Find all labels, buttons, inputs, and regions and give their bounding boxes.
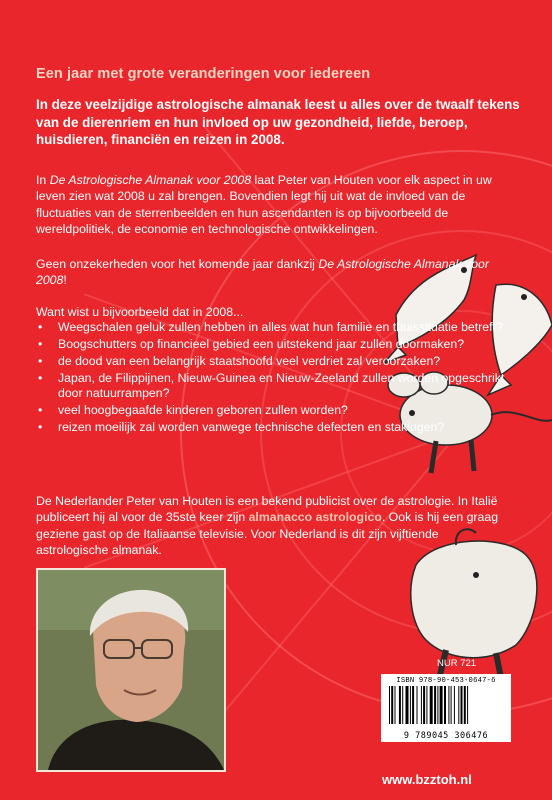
list-item: • Japan, de Filippijnen, Nieuw-Guinea en Nieuw-Zeeland zullen worden opgeschrikt door natuurrampen? [36, 371, 506, 402]
barcode [381, 674, 511, 742]
barcode-bar [440, 686, 443, 724]
promise-paragraph [36, 256, 511, 289]
barcode-bar [410, 686, 411, 724]
barcode-bars-icon [387, 685, 505, 725]
barcode-bar [434, 686, 436, 724]
barcode-bar [391, 686, 393, 724]
barcode-bar [458, 686, 459, 724]
barcode-bar [417, 686, 418, 724]
list-item: • reizen moeilijk zal worden vanwege technische defecten en stakingen? [36, 420, 506, 435]
text-segment: In [36, 173, 50, 187]
barcode-bar [412, 686, 414, 724]
nur-code: NUR 721 [437, 658, 477, 669]
barcode-bar [426, 686, 427, 724]
barcode-bar [451, 686, 452, 724]
barcode-bar [389, 686, 390, 724]
book-title: De Astrologische Almanak voor 2008 [36, 257, 489, 288]
intro-paragraph: In deze veelzijdige astrologische almanak leest u alles over de twaalf tekens van de dierenriem en hun invloed op uw gezondheid, liefde, beroep, huisdieren, financiën en reizen in 2008. [36, 97, 520, 148]
barcode-bar [444, 686, 446, 724]
barcode-bar [399, 686, 401, 724]
barcode-bar [454, 686, 455, 724]
barcode-bar [461, 686, 463, 724]
list-item: • de dood van een belangrijk staatshoofd veel verdriet zal veroorzaken? [36, 354, 506, 369]
question-lead: Want wist u bijvoorbeeld dat in 2008... [36, 305, 244, 319]
isbn-label: ISBN 978-90-453-0647-6 [396, 677, 496, 685]
list-item: • Boogschutters op financieel gebied een uitstekend jaar zullen doormaken? [36, 337, 506, 352]
highlighted-title: almanacco astrologico [248, 510, 382, 525]
barcode-bar [430, 686, 433, 724]
description-paragraph [36, 172, 511, 237]
cover-tagline: Een jaar met grote veranderingen voor iedereen [36, 66, 371, 82]
barcode-bar [437, 686, 438, 724]
book-title: De Astrologische Almanak voor 2008 [49, 173, 252, 187]
text-segment: De Nederlander Peter van Houten is een bekend publicist over de astrologie. In Italië publiceert hij al voor de 35ste keer zijn [36, 494, 498, 525]
text-segment: ! [63, 273, 67, 288]
text-segment: laat Peter van Houten voor elk aspect in uw leven zien wat 2008 u zal brengen. Bovendien legt hij uit wat de invloed van de fluctuaties van de sterrenbeelden en hun ascendanten is op bijvoorbeeld de wereldpolitiek, de economie en technologische ontwikkelingen. [36, 173, 492, 236]
text-segment: Geen onzekerheden voor het komende jaar dankzij [36, 257, 319, 271]
barcode-bar [423, 686, 425, 724]
text-segment: . Ook is hij een graag geziene gast op de Italiaanse televisie. Voor Nederland is dit zijn vijftiende astrologische almanak. [36, 510, 499, 557]
publisher-website: www.bzztoh.nl [382, 772, 472, 787]
barcode-bar [406, 686, 409, 724]
list-item: • veel hoogbegaafde kinderen geboren zullen worden? [36, 403, 506, 418]
barcode-bar [464, 686, 466, 724]
barcode-bar [448, 686, 449, 724]
barcode-bar [421, 686, 422, 724]
prediction-list [36, 320, 506, 437]
barcode-bar [467, 686, 468, 724]
barcode-bar [402, 686, 403, 724]
list-item: • Weegschalen geluk zullen hebben in alles wat hun familie en thuissituatie betreft? [36, 320, 506, 335]
author-bio [36, 493, 506, 558]
author-portrait-icon [38, 570, 224, 770]
barcode-number: 9 789045 306476 [403, 731, 489, 741]
author-photo [36, 568, 226, 772]
barcode-bar [395, 686, 396, 724]
